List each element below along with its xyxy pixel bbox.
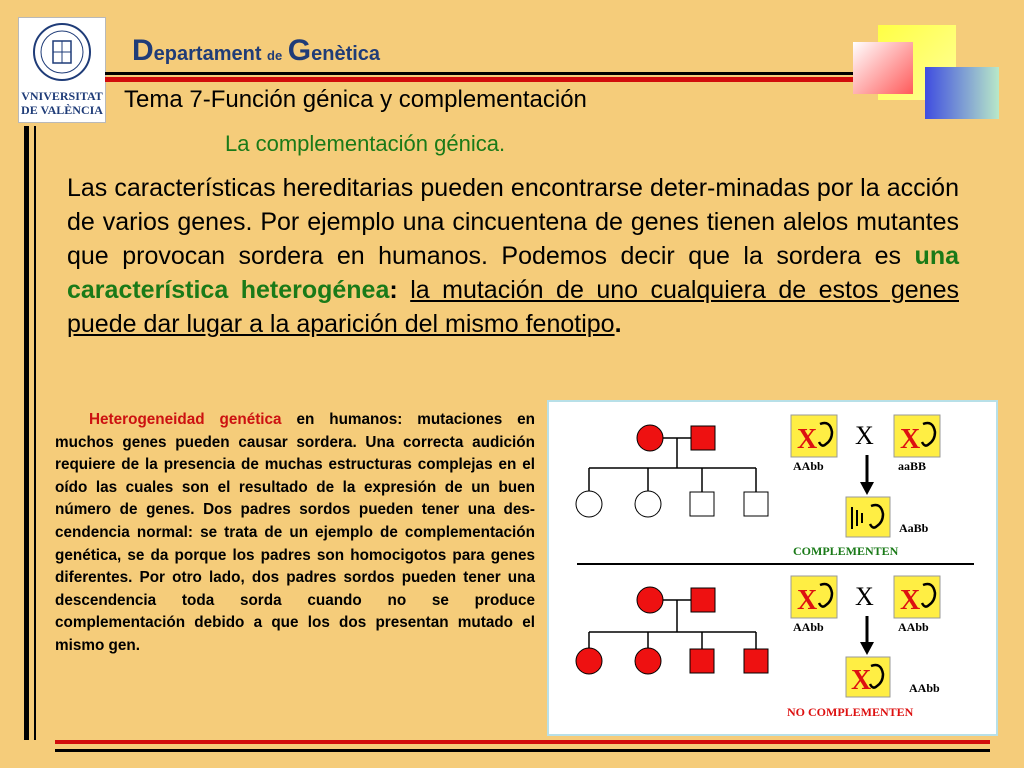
para-end: . [614,310,622,338]
decor-square-red [853,42,913,94]
genotype-top-p1: AAbb [793,459,824,473]
footer-bar-red [55,740,990,744]
caption-complement: COMPLEMENTEN [793,544,899,558]
university-logo [18,17,106,123]
logo-line1: VNIVERSITAT [21,89,103,103]
seal-icon [32,22,92,82]
dept-de: de [267,48,283,63]
left-vertical-bar-thin [34,126,36,740]
explanation-heading: Heterogeneidad genética [89,411,282,428]
footer-bar-black [55,749,990,752]
dept-initial-g: G [287,34,312,67]
mark-bottom-child: X [851,665,872,696]
diagram-svg [549,402,996,734]
logo-line2: DE VALÈNCIA [21,103,103,117]
dept-initial-d: D [132,34,154,67]
main-paragraph [67,171,959,341]
affected-male-1 [690,649,714,673]
affected-female-2 [635,648,661,674]
genotypes-top [791,415,940,558]
affected-female-bottom [637,587,663,613]
mark-top-p2: X [900,424,921,455]
mark-bottom-p1: X [797,585,818,616]
caption-no-complement: NO COMPLEMENTEN [787,705,914,719]
left-vertical-bar [24,126,29,740]
para-underlined: la mutación de uno cualquiera de estos genes puede dar lugar a la aparición del mismo fenotipo [67,276,959,338]
page-subtitle: La complementación génica. [225,131,506,156]
para-text: Las características hereditarias pueden encontrarse deter-minadas por la acción de varios genes. Por ejemplo una cincuentena de genes tienen alelos mutantes que provocan sordera en humanos. Podemos decir que la sordera es [67,174,959,270]
genotype-bottom-p1: AAbb [793,620,824,634]
normal-male-2 [744,492,768,516]
cross-top: X [855,421,874,450]
genotype-bottom-child: AAbb [909,681,940,695]
affected-male-2 [744,649,768,673]
para-colon: : [389,276,411,304]
para-highlight: una característica heterogénea [67,242,959,304]
page-title: Tema 7-Función génica y complementación [124,86,587,113]
arrow-down-icon [860,642,874,655]
pedigree-bottom [576,587,768,674]
normal-female-1 [576,491,602,517]
affected-female-top [637,425,663,451]
dept-word1: epartament [153,43,262,65]
decor-square-blue [925,67,999,119]
header-divider-black [105,72,860,75]
mark-top-p1: X [797,424,818,455]
affected-female-1 [576,648,602,674]
genotypes-bottom [787,576,940,719]
complementation-diagram [547,400,998,736]
normal-female-2 [635,491,661,517]
affected-male-bottom [691,588,715,612]
header-divider-red [105,77,860,82]
cross-bottom: X [855,582,874,611]
arrow-down-icon [860,482,874,495]
genotype-bottom-p2: AAbb [898,620,929,634]
explanation-text [55,409,535,658]
genotype-top-child: AaBb [899,521,929,535]
explanation-body: en humanos: mutaciones en muchos genes pueden causar sordera. Una correcta audición requiere de la presencia de muchas estructuras complejas en el oído las cuales son el resultado de la expresión de un buen número de genes. Dos padres sordos pueden tener una des-cendencia normal: se trata de un ejemplo de complementación genética, se da porque los padres son homocigotos para genes diferentes. Por otro lado, dos padres sordos pueden tener una descendencia toda sorda cuando no se produce complementación debido a que los dos presentan mutado el mismo gen. [55,411,535,654]
normal-male-1 [690,492,714,516]
affected-male-top [691,426,715,450]
mark-bottom-p2: X [900,585,921,616]
pedigree-top [576,425,768,517]
department-name [132,34,380,68]
dept-word2: enètica [311,43,381,65]
genotype-top-p2: aaBB [898,459,927,473]
